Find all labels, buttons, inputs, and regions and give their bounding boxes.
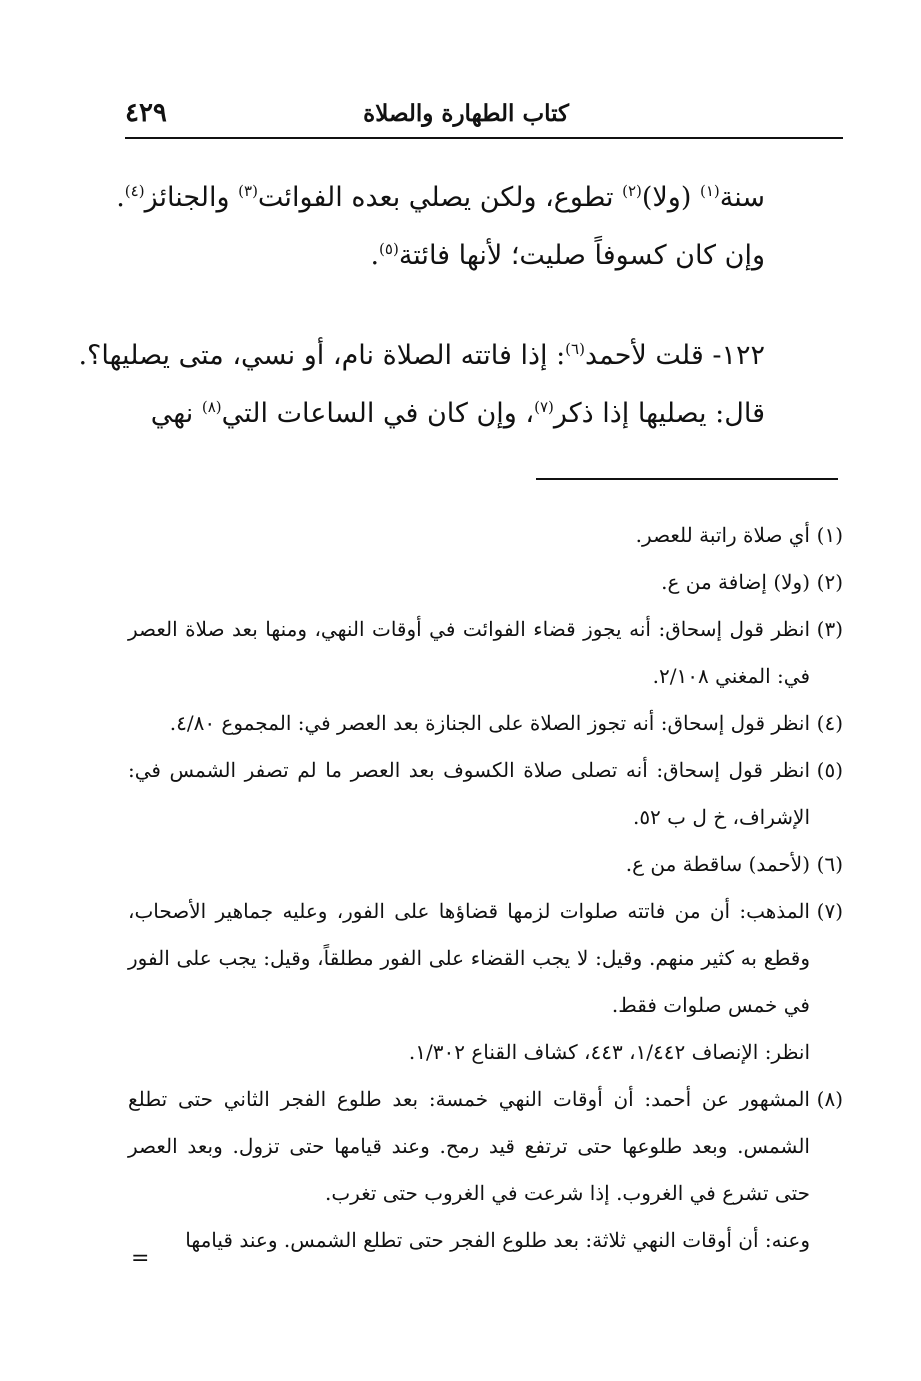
footnote-number: (٦) — [816, 852, 843, 876]
footnotes — [128, 512, 843, 1271]
body-text: . — [370, 240, 380, 271]
body-line-4 — [151, 398, 765, 430]
footnote-number: (٣) — [816, 617, 843, 641]
body-text: نهي — [150, 398, 202, 429]
footnote-ref: (١) — [699, 182, 720, 200]
footnote-text: (ولا) إضافة من ع. — [661, 570, 810, 594]
footnote-ref: (٨) — [201, 398, 222, 416]
body-text: قال: يصليها إذا ذكر — [553, 398, 765, 429]
footnote-number: (٢) — [816, 570, 843, 594]
footnote-text: المشهور عن أحمد: أن أوقات النهي خمسة: بعد طلوع الفجر الثاني حتى تطلع الشمس. وبعد طلوعها حتى ترتفع قيد رمح. وعند قيامها حتى تزول. وبعد العصر حتى تشرع في الغروب. إذا شرعت في الغروب حتى تغرب. — [128, 1087, 810, 1205]
book-title: كتاب الطهارة والصلاة — [363, 100, 569, 127]
page-header — [125, 96, 843, 132]
footnote-text: انظر قول إسحاق: أنه يجوز قضاء الفوائت في أوقات النهي، ومنها بعد صلاة العصر في: المغني ٢/١٠٨. — [128, 617, 810, 688]
body-text: : إذا فاتته الصلاة نام، أو نسي، متى يصليها؟. — [78, 340, 566, 371]
body-text: والجنائز — [144, 182, 239, 213]
footnote-separator — [536, 478, 838, 480]
footnote-number: (١) — [816, 523, 843, 547]
footnote-number: (٨) — [816, 1087, 843, 1111]
body-text: (ولا) — [641, 182, 700, 213]
footnote-ref: (٤) — [124, 182, 145, 200]
footnote-ref: (٧) — [534, 398, 554, 416]
footnote-7 — [128, 888, 843, 1029]
footnote-ref: (٢) — [622, 182, 642, 200]
footnote-6 — [128, 841, 843, 888]
body-text: تطوع، ولكن يصلي بعده الفوائت — [257, 182, 623, 213]
body-text: ، وإن كان في الساعات التي — [221, 398, 535, 429]
footnote-8 — [128, 1076, 843, 1217]
footnote-text: وعنه: أن أوقات النهي ثلاثة: بعد طلوع الفجر حتى تطلع الشمس. وعند قيامها — [185, 1228, 810, 1252]
footnote-text: المذهب: أن من فاتته صلوات لزمها قضاؤها على الفور، وعليه جماهير الأصحاب، وقطع به كثير منهم. وقيل: لا يجب القضاء على الفور مطلقاً، وقيل: يجب على الفور في خمس صلوات فقط. — [128, 899, 810, 1017]
footnote-ref: (٦) — [565, 340, 585, 358]
body-text: سنة — [719, 182, 765, 213]
footnote-number: (٥) — [816, 758, 843, 782]
footnote-1 — [128, 512, 843, 559]
footnote-ref: (٣) — [238, 182, 258, 200]
body-line-1 — [116, 182, 765, 214]
footnote-ref: (٥) — [379, 240, 399, 258]
footnote-text: انظر قول إسحاق: أنه تصلى صلاة الكسوف بعد العصر ما لم تصفر الشمس في: الإشراف، خ ل ب ٥٢. — [128, 758, 810, 829]
footnote-text: أي صلاة راتبة للعصر. — [635, 523, 810, 547]
body-line-2 — [370, 240, 765, 272]
continuation-mark: = — [131, 1246, 150, 1271]
footnote-4 — [128, 700, 843, 747]
footnote-number: (٤) — [816, 711, 843, 735]
body-line-3 — [78, 340, 765, 372]
body-text: وإن كان كسوفاً صليت؛ لأنها فائتة — [398, 240, 765, 271]
footnote-2 — [128, 559, 843, 606]
body-text: ١٢٢- قلت لأحمد — [584, 340, 765, 371]
footnote-number: (٧) — [816, 899, 843, 923]
header-rule — [125, 137, 843, 139]
footnote-text: (لأحمد) ساقطة من ع. — [625, 852, 810, 876]
footnote-text: انظر: الإنصاف ١/٤٤٢، ٤٤٣، كشاف القناع ١/٣٠٢. — [408, 1040, 810, 1064]
footnote-7-reference — [128, 1029, 843, 1076]
footnote-8-continued — [128, 1217, 843, 1271]
footnote-text: انظر قول إسحاق: أنه تجوز الصلاة على الجنازة بعد العصر في: المجموع ٤/٨٠. — [169, 711, 810, 735]
page-number: ٤٢٩ — [125, 98, 167, 128]
footnote-5 — [128, 747, 843, 841]
footnote-3 — [128, 606, 843, 700]
body-text: . — [116, 182, 125, 213]
